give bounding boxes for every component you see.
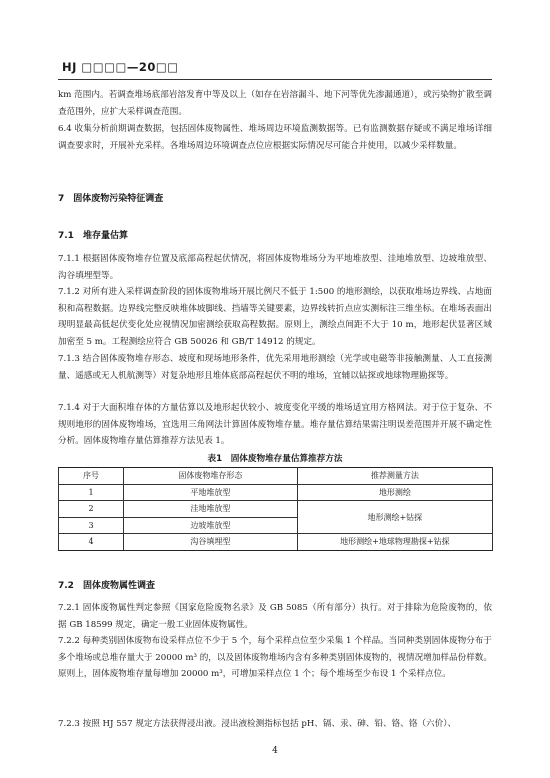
table-1-caption: 表1 固体废物堆存量估算推荐方法 [207,454,343,464]
table-row [59,501,493,518]
table-row [59,534,493,551]
row-form: 边坡堆放型 [124,517,298,534]
section-7-heading: 7 固体废物污染特征调查 [58,194,164,204]
paragraph-7-2-2: 7.2.2 每种类别固体废物布设采样点位不少于 5 个，每个采样点位至少采集 1 个样品。当同种类别固体废物分布于多个堆场或总堆存量大于 20000 m³ 的，以及固体废物堆场内含有多种类别固体废物的，视情况增加样品份样数。原则上，固体废物堆存量每增加 20000 m³，可增加采样点位 1 个；每个堆场至少布设 1 个采样点位。 [58,636,492,679]
row-form: 洼地堆放型 [124,501,298,518]
row-method: 地形测绘+钻探 [297,501,492,534]
row-method: 地形测绘+地球物理勘探+钻探 [297,534,492,551]
section-7-2-heading: 7.2 固体废物属性调查 [58,581,155,591]
paragraph-7-1-3: 7.1.3 结合固体废物堆存形态、坡度和现场地形条件，优先采用地形测绘（光学或电磁等非接触测量、人工直接测量、遥感或无人机航测等）对复杂地形且堆体底部高程起伏不明的堆场，宜辅以钻探或地球物理勘探等。 [58,354,492,381]
header-rule [58,79,492,80]
table-header-form: 固体废物堆存形态 [124,468,298,485]
paragraph-7-2-3: 7.2.3 按照 HJ 557 规定方法获得浸出液。浸出液检测指标包括 pH、镉、汞、砷、铅、铬、铬（六价）、 [58,719,457,729]
page-number: 4 [272,746,278,756]
document-standard-code: HJ □□□□—20□□ [62,60,179,74]
paragraph-7-1-2: 7.1.2 对所有进入采样调查阶段的固体废物堆场开展比例尺不低于 1:500 的地形测绘，以获取堆场边界线、占地面积和高程数据。边界线完整反映堆体坡脚线、挡墙等关键要素，边界线转折点应实测标注三维坐标。在堆场表面出现明显最高低起伏变化处应视情况加密测绘获取高程数据。原则上，测绘点间距不大于 10 m，地形起伏显著区域加密至 5 m。工程测绘应符合 GB 50026 和 GB/T 14912 的规定。 [58,287,492,347]
row-form: 平地堆放型 [124,484,298,501]
estimation-method-table [58,467,493,551]
table-header-method: 推荐测量方法 [297,468,492,485]
paragraph-6-4: 6.4 收集分析前期调查数据，包括固体废物属性、堆场周边环境监测数据等。已有监测数据存疑或不满足堆场详细调查要求时，开展补充采样。各堆场周边环境调查点位应根据实际情况尽可能合并使用，以减少采样数量。 [58,124,492,151]
row-number: 2 [59,501,124,518]
table-header-no: 序号 [59,468,124,485]
paragraph-7-1-1: 7.1.1 根据固体废物堆存位置及底部高程起伏情况，将固体废物堆场分为平地堆放型、洼地堆放型、边坡堆放型、沟谷填埋型等。 [58,254,492,281]
table-header-row [59,468,493,485]
paragraph-7-1-4: 7.1.4 对于大面积堆存体的方量估算以及地形起伏较小、坡度变化平缓的堆场适宜用方格网法。对于位于复杂、不规则地形的固体废物堆场，宜选用三角网法计算固体废物堆存量。堆存量估算结果需注明误差范围并开展不确定性分析。固体废物堆存量估算推荐方法见表 1。 [58,403,492,446]
row-number: 1 [59,484,124,501]
paragraph-6-3-continued: km 范围内。若调查堆场底部岩溶发育中等及以上（如存在岩溶漏斗、地下河等优先渗漏通道），或污染物扩散至调查范围外，应扩大采样调查范围。 [58,90,492,117]
row-form: 沟谷填埋型 [124,534,298,551]
table-row [59,484,493,501]
section-7-1-heading: 7.1 堆存量估算 [58,231,128,241]
paragraph-7-2-1: 7.2.1 固体废物属性判定参照《国家危险废物名录》及 GB 5085（所有部分）执行。对于排除为危险废物的，依据 GB 18599 规定，确定一般工业固体废物属性。 [58,603,492,630]
row-number: 4 [59,534,124,551]
row-method: 地形测绘 [297,484,492,501]
row-number: 3 [59,517,124,534]
